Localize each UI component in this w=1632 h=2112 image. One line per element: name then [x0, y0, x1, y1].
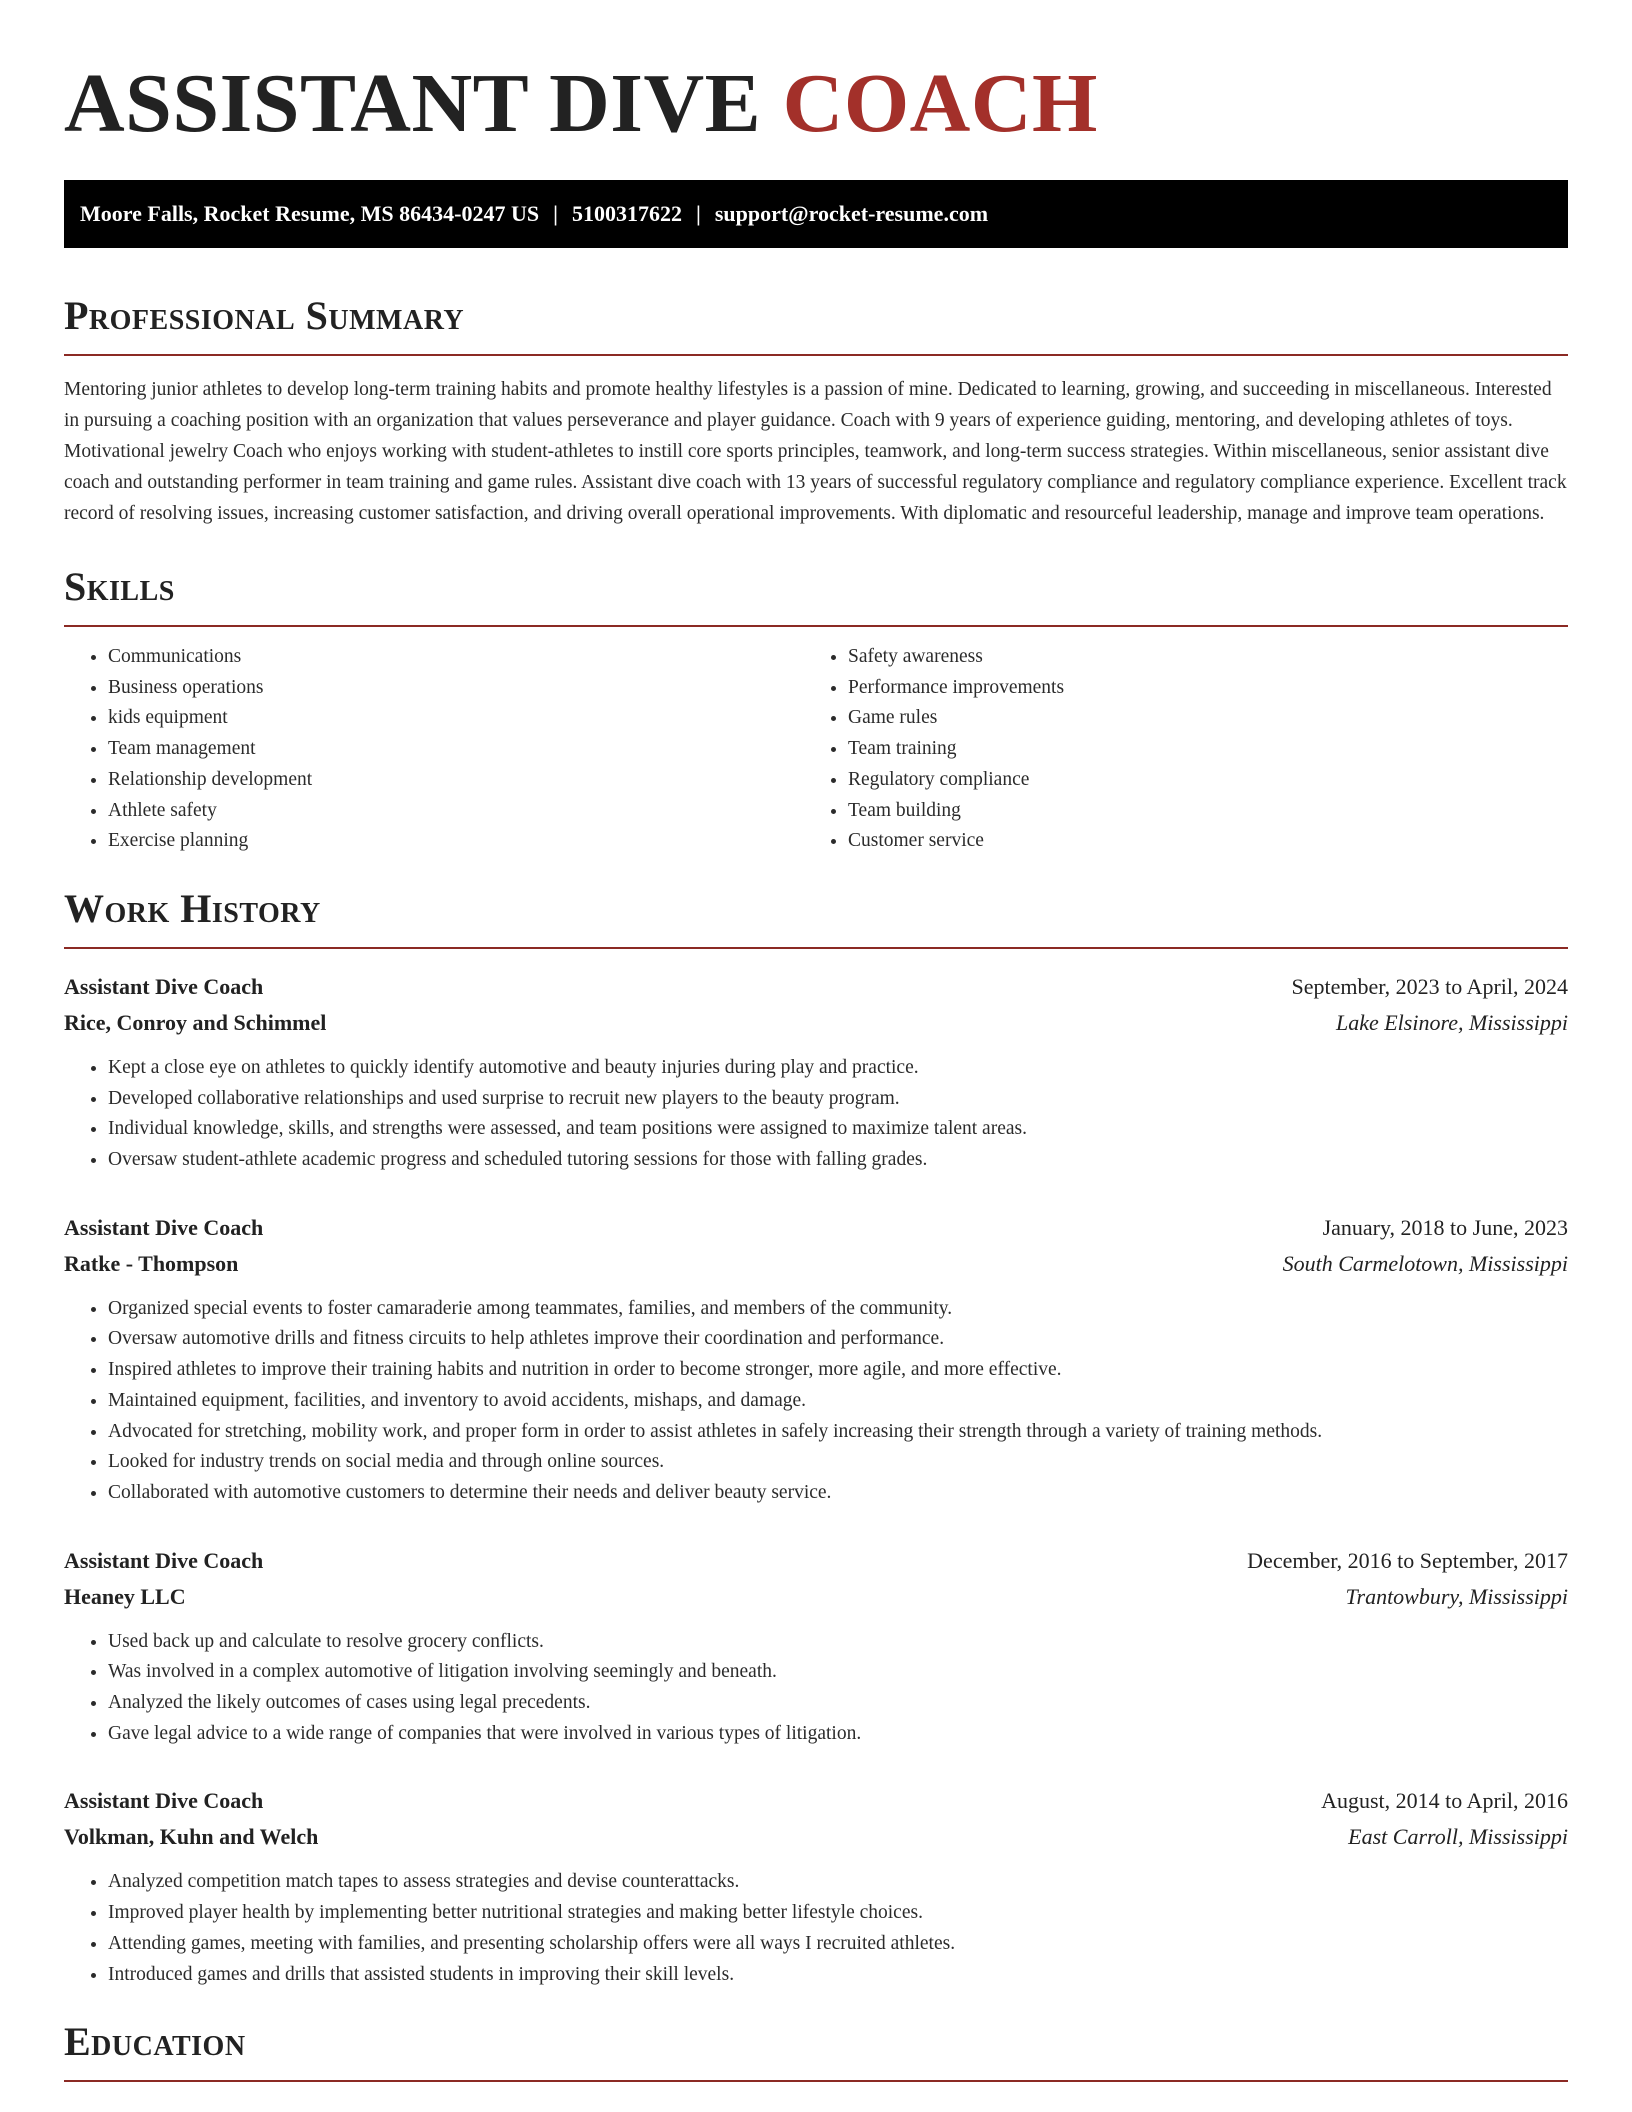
- job-company: Rice, Conroy and Schimmel: [64, 1009, 327, 1035]
- job-location: East Carroll, Mississippi: [1348, 1824, 1568, 1850]
- job-bullet: • Organized special events to foster camaraderie among teammates, families, and members of the community.: [108, 1294, 1568, 1325]
- job-entry: [64, 1783, 1568, 1990]
- job-bullet: • Individual knowledge, skills, and strengths were assessed, and team positions were assigned to maximize talent areas.: [108, 1114, 1568, 1145]
- skill-item: • Regulatory compliance: [848, 765, 1544, 796]
- skill-item: • Exercise planning: [108, 826, 804, 857]
- job-bullets: [64, 1867, 1568, 1990]
- job-title: Assistant Dive Coach: [64, 1214, 264, 1240]
- job-company: Ratke - Thompson: [64, 1250, 239, 1276]
- contact-separator: |: [695, 201, 701, 226]
- job-bullet: • Collaborated with automotive customers to determine their needs and deliver beauty service.: [108, 1478, 1568, 1509]
- job-bullet: • Maintained equipment, facilities, and inventory to avoid accidents, mishaps, and damage.: [108, 1386, 1568, 1417]
- job-location: Lake Elsinore, Mississippi: [1335, 1009, 1568, 1035]
- job-location: South Carmelotown, Mississippi: [1282, 1250, 1568, 1276]
- job-bullet: • Introduced games and drills that assisted students in improving their skill levels.: [108, 1960, 1568, 1991]
- job-dates: August, 2014 to April, 2016: [1321, 1788, 1568, 1814]
- skills-heading: Skills: [64, 563, 1568, 627]
- skill-item: • Customer service: [848, 826, 1544, 857]
- job-dates: December, 2016 to September, 2017: [1247, 1547, 1568, 1573]
- job-entry: [64, 1543, 1568, 1750]
- job-dates: September, 2023 to April, 2024: [1291, 973, 1568, 999]
- job-bullet: • Advocated for stretching, mobility work, and proper form in order to assist athletes in safely increasing their strength through a variety of training methods.: [108, 1417, 1568, 1448]
- resume-title: [64, 0, 1568, 150]
- job-bullet: • Developed collaborative relationships and used surprise to recruit new players to the beauty program.: [108, 1084, 1568, 1115]
- job-bullet: • Gave legal advice to a wide range of companies that were involved in various types of litigation.: [108, 1719, 1568, 1750]
- job-location: Trantowbury, Mississippi: [1345, 1583, 1568, 1609]
- skill-item: • Performance improvements: [848, 673, 1544, 704]
- work-history-heading: Work History: [64, 885, 1568, 949]
- title-accent: COACH: [782, 57, 1098, 150]
- job-bullet: • Analyzed competition match tapes to assess strategies and devise counterattacks.: [108, 1867, 1568, 1898]
- job-bullets: [64, 1053, 1568, 1176]
- job-company: Volkman, Kuhn and Welch: [64, 1824, 319, 1850]
- skill-item: • Game rules: [848, 703, 1544, 734]
- resume-page: [64, 0, 1568, 2082]
- skill-item: • Business operations: [108, 673, 804, 704]
- job-title: Assistant Dive Coach: [64, 973, 264, 999]
- job-bullet: • Oversaw student-athlete academic progress and scheduled tutoring sessions for those with falling grades.: [108, 1145, 1568, 1176]
- job-title: Assistant Dive Coach: [64, 1788, 264, 1814]
- skill-item: • Team building: [848, 796, 1544, 827]
- skill-item: • Communications: [108, 642, 804, 673]
- job-bullet: • Was involved in a complex automotive of litigation involving seemingly and beneath.: [108, 1657, 1568, 1688]
- contact-phone: 5100317622: [571, 201, 682, 226]
- skill-item: • Athlete safety: [108, 796, 804, 827]
- title-main: ASSISTANT DIVE: [64, 57, 762, 150]
- job-dates: January, 2018 to June, 2023: [1322, 1214, 1568, 1240]
- job-bullets: [64, 1294, 1568, 1509]
- skill-item: • Safety awareness: [848, 642, 1544, 673]
- summary-heading: Professional Summary: [64, 292, 1568, 356]
- skills-list-left: [64, 642, 804, 857]
- job-bullet: • Kept a close eye on athletes to quickly identify automotive and beauty injuries during play and practice.: [108, 1053, 1568, 1084]
- job-bullet: • Looked for industry trends on social media and through online sources.: [108, 1447, 1568, 1478]
- skill-item: • Team management: [108, 734, 804, 765]
- job-bullet: • Analyzed the likely outcomes of cases using legal precedents.: [108, 1688, 1568, 1719]
- job-entry: [64, 1210, 1568, 1509]
- job-title: Assistant Dive Coach: [64, 1547, 264, 1573]
- contact-email: support@rocket-resume.com: [714, 201, 989, 226]
- summary-text: Mentoring junior athletes to develop long-term training habits and promote healthy lifestyles is a passion of mine. Dedicated to learning, growing, and succeeding in miscellaneous. Interested in pursuing a coaching position with an organization that values perseverance and player guidance. Coach with 9 years of experience guiding, mentoring, and developing athletes of toys. Motivational jewelry Coach who enjoys working with student-athletes to instill core sports principles, teamwork, and long-term success strategies. Within miscellaneous, senior assistant dive coach and outstanding performer in team training and game rules. Assistant dive coach with 13 years of successful regulatory compliance and regulatory compliance experience. Excellent track record of resolving issues, increasing customer satisfaction, and driving overall operational improvements. With diplomatic and resourceful leadership, manage and improve team operations.: [64, 379, 1567, 524]
- job-bullet: • Inspired athletes to improve their training habits and nutrition in order to become stronger, more agile, and more effective.: [108, 1355, 1568, 1386]
- contact-address: Moore Falls, Rocket Resume, MS 86434-0247 US: [80, 201, 540, 226]
- job-entry: [64, 969, 1568, 1176]
- skill-item: • Team training: [848, 734, 1544, 765]
- job-bullet: • Used back up and calculate to resolve grocery conflicts.: [108, 1627, 1568, 1658]
- education-heading: Education: [64, 2018, 1568, 2082]
- job-company: Heaney LLC: [64, 1583, 186, 1609]
- contact-separator: |: [553, 201, 558, 226]
- job-bullet: • Improved player health by implementing better nutritional strategies and making better lifestyle choices.: [108, 1898, 1568, 1929]
- contact-bar: [64, 180, 1568, 248]
- job-bullets: [64, 1627, 1568, 1750]
- skill-item: • kids equipment: [108, 703, 804, 734]
- job-bullet: • Oversaw automotive drills and fitness circuits to help athletes improve their coordination and performance.: [108, 1324, 1568, 1355]
- skills-grid: [64, 642, 1568, 857]
- skills-list-right: [804, 642, 1544, 857]
- skill-item: • Relationship development: [108, 765, 804, 796]
- job-bullet: • Attending games, meeting with families, and presenting scholarship offers were all ways I recruited athletes.: [108, 1929, 1568, 1960]
